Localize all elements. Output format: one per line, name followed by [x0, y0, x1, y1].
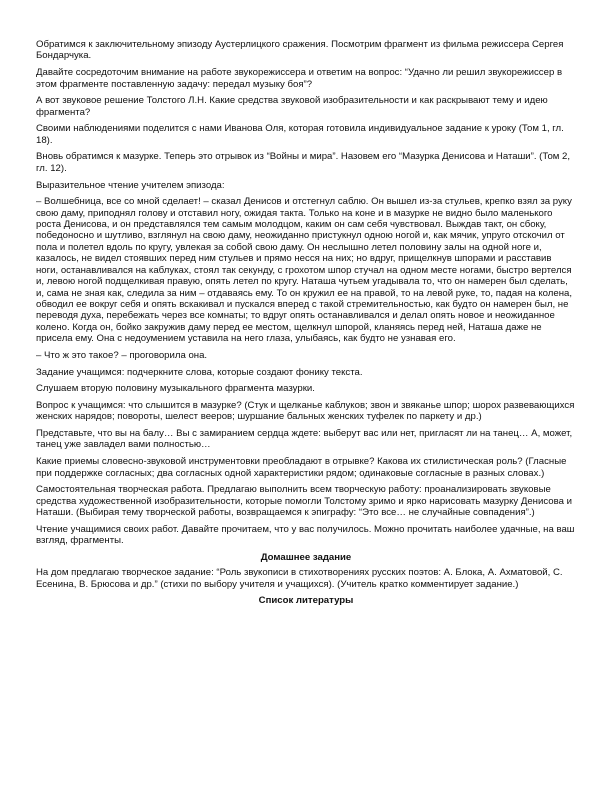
paragraph-reading-works: Чтение учащимися своих работ. Давайте прочитаем, что у вас получилось. Можно прочитать наиболее удачные, на ваш взгляд, фрагменты. [36, 523, 575, 547]
paragraph-mazurka-intro: Вновь обратимся к мазурке. Теперь это отрывок из “Войны и мира”. Назовем его “Мазурка Денисова и Наташи”. (Том 2, гл. 12). [36, 151, 571, 174]
paragraph-mazurka-excerpt: – Волшебница, все со мной сделает! – сказал Денисов и отстегнул саблю. Он вышел из-за стульев, крепко взял за руку свою даму, приподнял голову и отставил ногу, ожидая такта. Только на коне и в мазурке не видно было маленького роста Денисова, и он представлялся тем самым молодцом, каким он сам себя чувствовал. Выждав такт, он сбоку, победоносно и шутливо, взглянул на свою даму, неожиданно пристукнул одною ногой и, как мячик, упруго отскочил от пола и полетел вдоль по кругу, увлекая за собой свою даму. Он неслышно летел половину залы на одной ноге и, казалось, не видел стоявших перед ним стульев и прямо несся на них; но вдруг, прищелкнув шпорами и расставив ноги, останавливался на каблуках, стоял так секунду, с грохотом шпор стучал на одном месте ногами, быстро вертелся и, левою ногой подщелкивая правую, опять летел по кругу. Наташа чутьем угадывала то, что он намерен был сделать, и, сама не зная как, следила за ним – отдаваясь ему. То он кружил ее на правой, то на левой руке, то, падая на колена, обводил ее вокруг себя и опять вскакивал и пускался вперед с такой стремительностью, как будто он намерен был, не переводя духа, перебежать через все комнаты; то вдруг опять останавливался и делал опять новое и неожиданное колено. Когда он, бойко закружив даму перед ее местом, щелкнул шпорой, кланяясь перед ней, Наташа даже не присела ему. Она с недоумением уставила на него глаза, улыбаясь, как будто не узнавая его. [36, 196, 572, 345]
homework-text: На дом предлагаю творческое задание: “Роль звукописи в стихотворениях русских поэтов: А. Блока, А. Ахматовой, С. Есенина, В. Брюсова и др.” (стихи по выбору учителя и учащихся). (Учитель кратко комментирует задание.) [36, 567, 563, 590]
paragraph-creative-work: Самостоятельная творческая работа. Предлагаю выполнить всем творческую работу: проанализировать звуковые средства художественной изобразительности, которые помогли Толстому зримо и ярко нарисовать мазурку Денисова и Наташи. (Выбирая тему творческой работы, возвращаемся к эпиграфу: “Это все… не случайные совпадения”.) [36, 484, 572, 519]
paragraph-tolstoy-sound-solution: А вот звуковое решение Толстого Л.Н. Какие средства звуковой изобразительности и как раскрывают тему и идею фрагмента? [36, 95, 548, 118]
paragraph-reading-intro: Выразительное чтение учителем эпизода: [36, 179, 225, 191]
paragraph-student-observations: Своими наблюдениями поделится с нами Иванова Оля, которая готовила индивидуальное задание к уроку (Том 1, гл. 18). [36, 123, 564, 146]
paragraph-student-question: Вопрос к учащимся: что слышится в мазурке? (Стук и щелканье каблуков; звон и звяканье шпор; шорох развевающихся женских нарядов; повороты, шелест вееров; шуршание бальных женских туфелек по паркету и др.) [36, 399, 575, 423]
references-heading: Список литературы [258, 595, 354, 607]
paragraph-student-task: Задание учащимся: подчеркните слова, которые создают фонику текста. [36, 366, 363, 378]
paragraph-imagine-ball: Представьте, что вы на балу… Вы с замиранием сердца ждете: выберут вас или нет, пригласят ли на танец… А, может, танец уже завладел вами полностью… [36, 428, 573, 451]
paragraph-listening: Слушаем вторую половину музыкального фрагмента мазурки. [36, 383, 315, 395]
paragraph-sound-director-question: Давайте сосредоточим внимание на работе звукорежиссера и ответим на вопрос: “Удачно ли решил звукорежиссер в этом фрагменте поставленную задачу: передал музыку боя”? [36, 67, 563, 90]
paragraph-natasha-line: – Что ж это такое? – проговорила она. [36, 349, 208, 361]
paragraph-battle-episode: Обратимся к заключительному эпизоду Аустерлицкого сражения. Посмотрим фрагмент из фильма режиссера Сергея Бондарчука. [36, 39, 564, 62]
paragraph-instrumentation-question: Какие приемы словесно-звуковой инструментовки преобладают в отрывке? Какова их стилистическая роль? (Гласные при поддержке согласных; два согласных одной характеристики рядом; одинаковые согласные в разных словах.) [36, 456, 567, 479]
homework-heading: Домашнее задание [260, 551, 352, 563]
